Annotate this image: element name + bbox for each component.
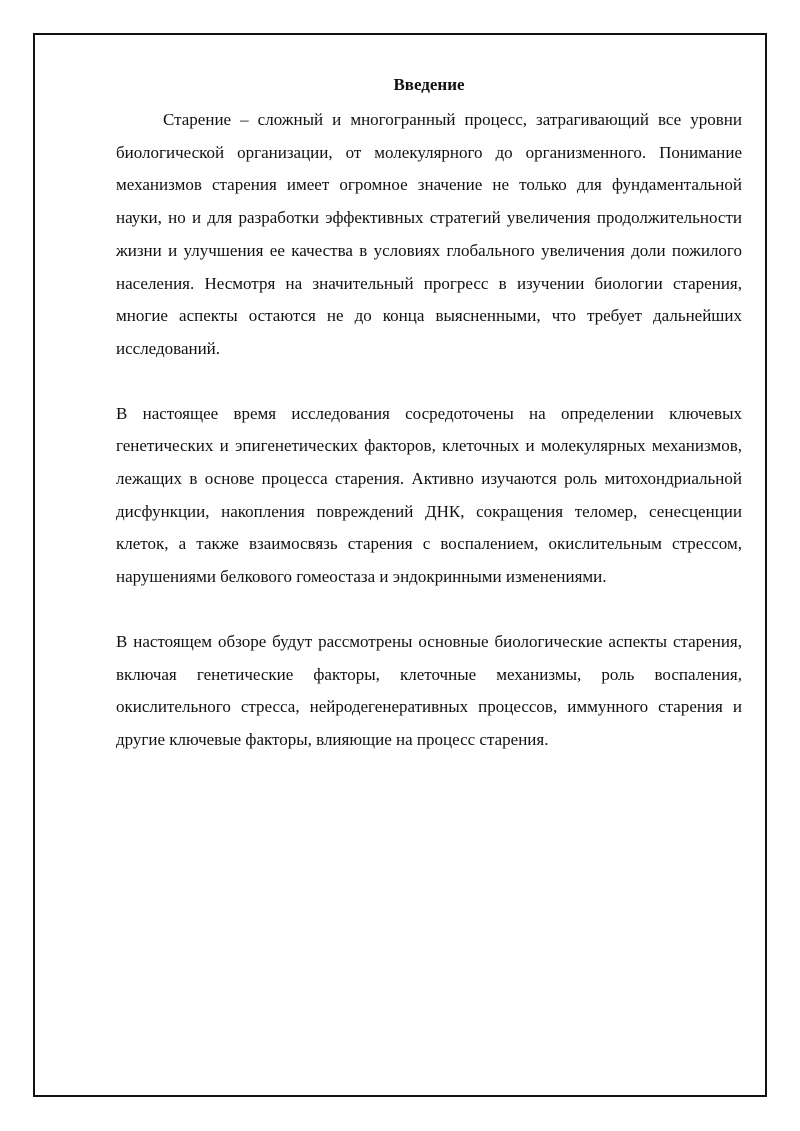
paragraph-intro: Старение – сложный и многогранный процесс, затрагивающий все уровни биологической организации, от молекулярного до организменного. Понимание механизмов старения имеет огромное значение не только для фундаментальной науки, но и для разработки эффективных стратегий увеличения продолжительности жизни и улучшения ее качества в условиях глобального увеличения доли пожилого населения. Несмотря на значительный прогресс в изучении биологии старения, многие аспекты остаются не до конца выясненными, что требует дальнейших исследований.: [116, 110, 742, 358]
paragraph-spacer: [116, 594, 742, 626]
section-heading: Введение: [393, 75, 465, 94]
paragraph-spacer: [116, 366, 742, 398]
paragraph-research-focus: В настоящее время исследования сосредоточены на определении ключевых генетических и эпигенетических факторов, клеточных и молекулярных механизмов, лежащих в основе процесса старения. Активно изучаются роль митохондриальной дисфункции, накопления повреждений ДНК, сокращения теломер, сенесценции клеток, а также взаимосвязь старения с воспалением, окислительным стрессом, нарушениями белкового гомеостаза и эндокринными изменениями.: [116, 403, 742, 587]
paragraph-review-scope: В настоящем обзоре будут рассмотрены основные биологические аспекты старения, включая генетические факторы, клеточные механизмы, роль воспаления, окислительного стресса, нейродегенеративных процессов, иммунного старения и другие ключевые факторы, влияющие на процесс старения.: [116, 631, 742, 749]
document-body: [116, 72, 742, 757]
